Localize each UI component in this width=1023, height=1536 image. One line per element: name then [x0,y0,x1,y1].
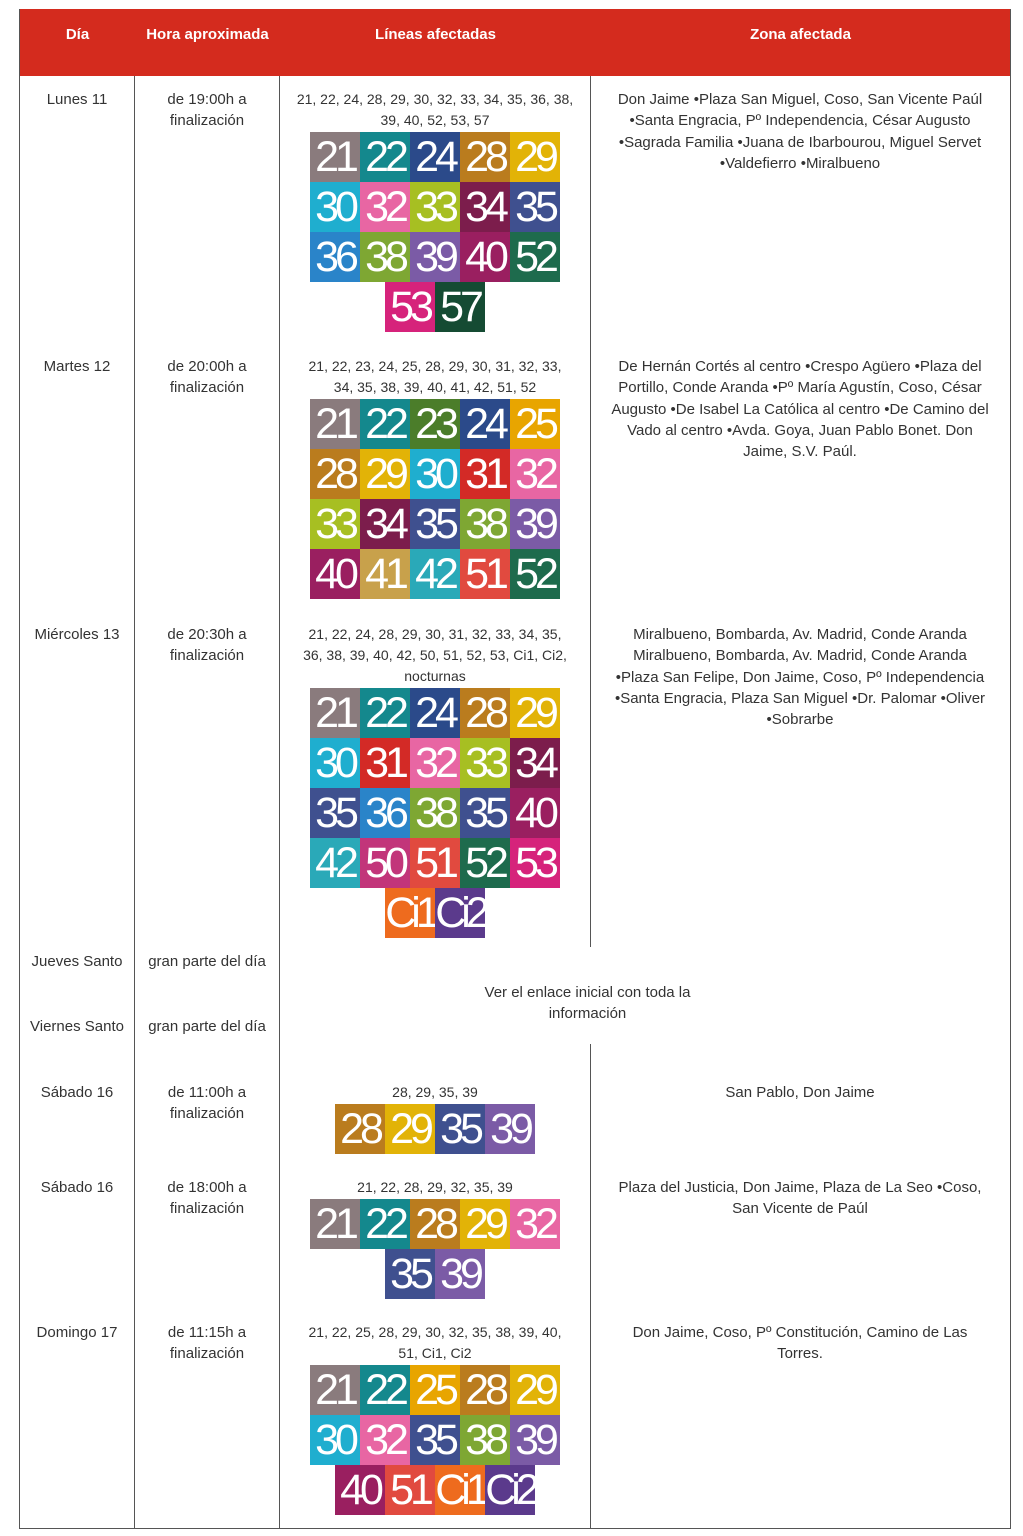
cell-hora: de 20:30h a finalización [167,626,247,664]
line-badge-28: 28 [460,688,510,738]
cell-lineas: 21, 22, 28, 29, 32, 35, 39 [357,1179,513,1195]
cell-zona: San Pablo, Don Jaime [725,1084,875,1101]
line-badge-39: 39 [485,1104,535,1154]
line-badge-40: 40 [510,788,560,838]
line-badge-39: 39 [510,499,560,549]
line-badge-28: 28 [460,132,510,182]
line-badges [305,399,565,599]
line-badge-28: 28 [310,449,360,499]
line-badges [305,132,565,332]
line-badge-29: 29 [510,132,560,182]
line-badge-51: 51 [385,1465,435,1515]
line-badge-40: 40 [310,549,360,599]
line-badges [305,1199,565,1299]
cell-dia: Sábado 16 [40,1179,114,1196]
cell-hora: de 11:00h a finalización [167,1084,247,1122]
line-badge-53: 53 [510,838,560,888]
line-badge-31: 31 [360,738,410,788]
line-badges [305,1104,565,1154]
line-badge-35: 35 [410,499,460,549]
line-badge-40: 40 [460,232,510,282]
line-badge-29: 29 [360,449,410,499]
cell-lineas: 28, 29, 35, 39 [392,1084,478,1100]
merged-info-note: Ver el enlace inicial con toda la información [460,982,715,1024]
cell-lineas: 21, 22, 24, 28, 29, 30, 32, 33, 34, 35, 36, 38, 39, 40, 52, 53, 57 [296,91,574,128]
line-badge-24: 24 [410,688,460,738]
cell-hora: de 11:15h a finalización [167,1324,247,1362]
cell-zona: Don Jaime, Coso, Pº Constitución, Camino de Las Torres. [632,1324,968,1363]
line-badge-35: 35 [510,182,560,232]
line-badge-23: 23 [410,399,460,449]
line-badge-30: 30 [310,1415,360,1465]
cell-dia: Miércoles 13 [34,626,120,643]
line-badge-33: 33 [460,738,510,788]
line-badge-39: 39 [510,1415,560,1465]
line-badge-28: 28 [460,1365,510,1415]
line-badge-38: 38 [460,1415,510,1465]
line-badge-ci1: Ci1 [435,1466,485,1514]
cell-dia: Sábado 16 [40,1084,114,1101]
line-badge-35: 35 [385,1249,435,1299]
line-badges [305,1365,565,1515]
cell-lineas: 21, 22, 24, 28, 29, 30, 31, 32, 33, 34, 35, 36, 38, 39, 40, 42, 50, 51, 52, 53, Ci1, Ci2, nocturnas [303,626,567,684]
line-badge-28: 28 [410,1199,460,1249]
line-badge-32: 32 [510,1199,560,1249]
line-badge-36: 36 [360,788,410,838]
line-badge-21: 21 [310,132,360,182]
line-badge-51: 51 [460,549,510,599]
line-badge-38: 38 [410,788,460,838]
line-badge-52: 52 [460,838,510,888]
line-badge-42: 42 [410,549,460,599]
table-header [20,9,1010,76]
cell-hora: de 20:00h a finalización [167,358,247,396]
line-badge-53: 53 [385,282,435,332]
line-badge-36: 36 [310,232,360,282]
line-badge-33: 33 [310,499,360,549]
line-badge-35: 35 [435,1104,485,1154]
line-badge-34: 34 [360,499,410,549]
line-badge-29: 29 [385,1104,435,1154]
line-badge-21: 21 [310,1365,360,1415]
cell-dia: Martes 12 [43,358,111,375]
column-divider [279,76,280,1529]
header-zona: Zona afectada [750,26,851,43]
line-badge-35: 35 [460,788,510,838]
line-badge-30: 30 [410,449,460,499]
line-badge-52: 52 [510,549,560,599]
line-badge-21: 21 [310,399,360,449]
line-badge-39: 39 [435,1249,485,1299]
line-badge-22: 22 [360,132,410,182]
cell-zona: Plaza del Justicia, Don Jaime, Plaza de La Seo •Coso, San Vicente de Paúl [618,1179,982,1218]
line-badge-32: 32 [410,738,460,788]
line-badge-30: 30 [310,182,360,232]
cell-zona: Don Jaime •Plaza San Miguel, Coso, San Vicente Paúl •Santa Engracia, Pº Independencia, César Augusto •Sagrada Familia •Juana de Ibarbourou, Miguel Servet •Valdefierro •Miralbueno [617,91,983,172]
column-divider [134,76,135,1529]
line-badge-25: 25 [410,1365,460,1415]
line-badge-24: 24 [410,132,460,182]
line-badge-32: 32 [360,182,410,232]
cell-hora: de 18:00h a finalización [167,1179,247,1217]
line-badge-21: 21 [310,1199,360,1249]
cell-dia: Jueves Santo [31,953,123,970]
column-divider [590,76,591,947]
cell-hora: de 19:00h a finalización [167,91,247,129]
cell-zona: Miralbueno, Bombarda, Av. Madrid, Conde Aranda Miralbueno, Bombarda, Av. Madrid, Conde Aranda •Plaza San Felipe, Don Jaime, Coso, Pº Independencia •Santa Engracia, Plaza San Miguel •Dr. Palomar •Oliver •Sobrarbe [614,626,986,729]
line-badge-24: 24 [460,399,510,449]
cell-hora: gran parte del día [148,953,266,970]
cell-lineas: 21, 22, 25, 28, 29, 30, 32, 35, 38, 39, 40, 51, Ci1, Ci2 [308,1324,562,1361]
line-badge-42: 42 [310,838,360,888]
line-badge-32: 32 [360,1415,410,1465]
column-divider [590,1044,591,1529]
line-badge-35: 35 [310,788,360,838]
line-badge-57: 57 [435,282,485,332]
line-badge-25: 25 [510,399,560,449]
line-badge-30: 30 [310,738,360,788]
line-badge-50: 50 [360,838,410,888]
cell-dia: Domingo 17 [36,1324,118,1341]
line-badge-28: 28 [335,1104,385,1154]
line-badge-34: 34 [510,738,560,788]
line-badge-31: 31 [460,449,510,499]
line-badge-35: 35 [410,1415,460,1465]
line-badge-ci2: Ci2 [485,1466,535,1514]
header-dia: Día [65,26,90,43]
line-badge-29: 29 [510,688,560,738]
cell-dia: Viernes Santo [30,1018,124,1035]
cell-lineas: 21, 22, 23, 24, 25, 28, 29, 30, 31, 32, 33, 34, 35, 38, 39, 40, 41, 42, 51, 52 [308,358,562,395]
header-hora: Hora aproximada [146,26,269,43]
line-badge-38: 38 [360,232,410,282]
line-badge-21: 21 [310,688,360,738]
line-badge-34: 34 [460,182,510,232]
line-badge-29: 29 [510,1365,560,1415]
line-badge-41: 41 [360,549,410,599]
line-badge-38: 38 [460,499,510,549]
schedule-table [19,9,1011,1529]
line-badge-22: 22 [360,688,410,738]
cell-zona: De Hernán Cortés al centro •Crespo Agüero •Plaza del Portillo, Conde Aranda •Pº María Agustín, Coso, César Augusto •De Isabel La Católica al centro •De Camino del Vado al centro •Avda. Goya, Juan Pablo Bonet. Don Jaime, S.V. Paúl. [611,358,989,461]
line-badge-40: 40 [335,1465,385,1515]
line-badge-52: 52 [510,232,560,282]
line-badge-22: 22 [360,399,410,449]
line-badge-51: 51 [410,838,460,888]
line-badge-29: 29 [460,1199,510,1249]
line-badge-33: 33 [410,182,460,232]
line-badge-39: 39 [410,232,460,282]
line-badge-ci2: Ci2 [435,889,485,937]
line-badge-22: 22 [360,1365,410,1415]
cell-hora: gran parte del día [148,1018,266,1035]
line-badge-22: 22 [360,1199,410,1249]
cell-dia: Lunes 11 [46,91,108,108]
header-lineas: Líneas afectadas [375,26,496,43]
line-badges [305,688,565,938]
line-badge-ci1: Ci1 [385,889,435,937]
line-badge-32: 32 [510,449,560,499]
